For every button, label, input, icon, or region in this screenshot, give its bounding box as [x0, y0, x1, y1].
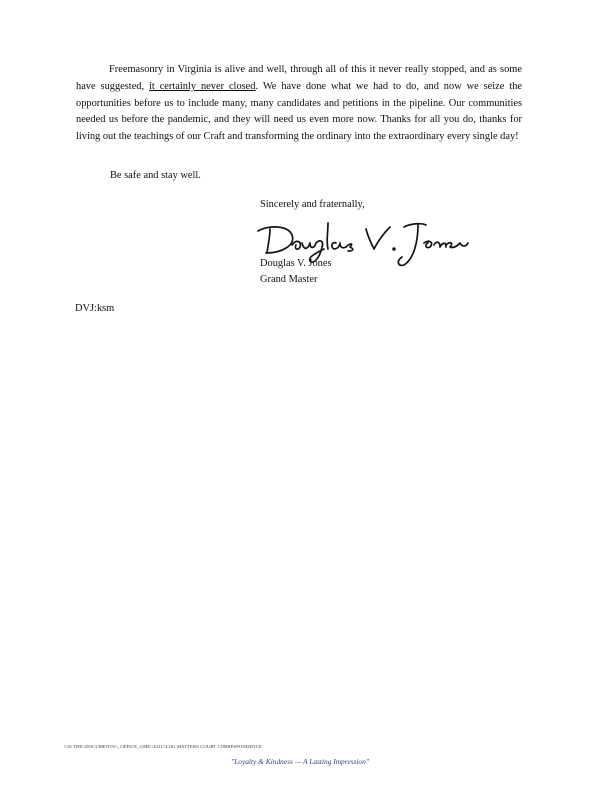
- footer-motto: "Loyalty & Kindness — A Lasting Impression": [231, 757, 369, 766]
- closing-line: Be safe and stay well.: [110, 170, 201, 181]
- valediction: Sincerely and fraternally,: [260, 199, 365, 210]
- paragraph-text-start: Freemasonry in Virginia is alive and well, through all of this it never really stopped, and as some have suggested,: [76, 64, 522, 92]
- signer-title: Grand Master: [260, 274, 318, 285]
- underlined-phrase: it certainly never closed: [149, 80, 256, 92]
- footer-file-code: \\10 THE\\DOCUMENTS\\_OFFICE_GME\\2021\\LOG MATTERS COURT CORRESPONDENCE: [64, 744, 262, 749]
- reference-initials: DVJ:ksm: [75, 303, 115, 314]
- letter-paragraph: [76, 62, 522, 146]
- signature-block: [260, 197, 500, 285]
- letter-body: [76, 62, 522, 146]
- paragraph-text-end: . We have done what we had to do, and now we seize the opportunities before us to include many, many candidates and petitions in the pipeline. Our communities needed us before the pandemic, and they will need us even more now. Thanks for all you do, thanks for living out the teachings of our Craft and transforming the ordinary into the extraordinary every single day!: [76, 80, 522, 143]
- signer-name: Douglas V. Jones: [260, 258, 332, 269]
